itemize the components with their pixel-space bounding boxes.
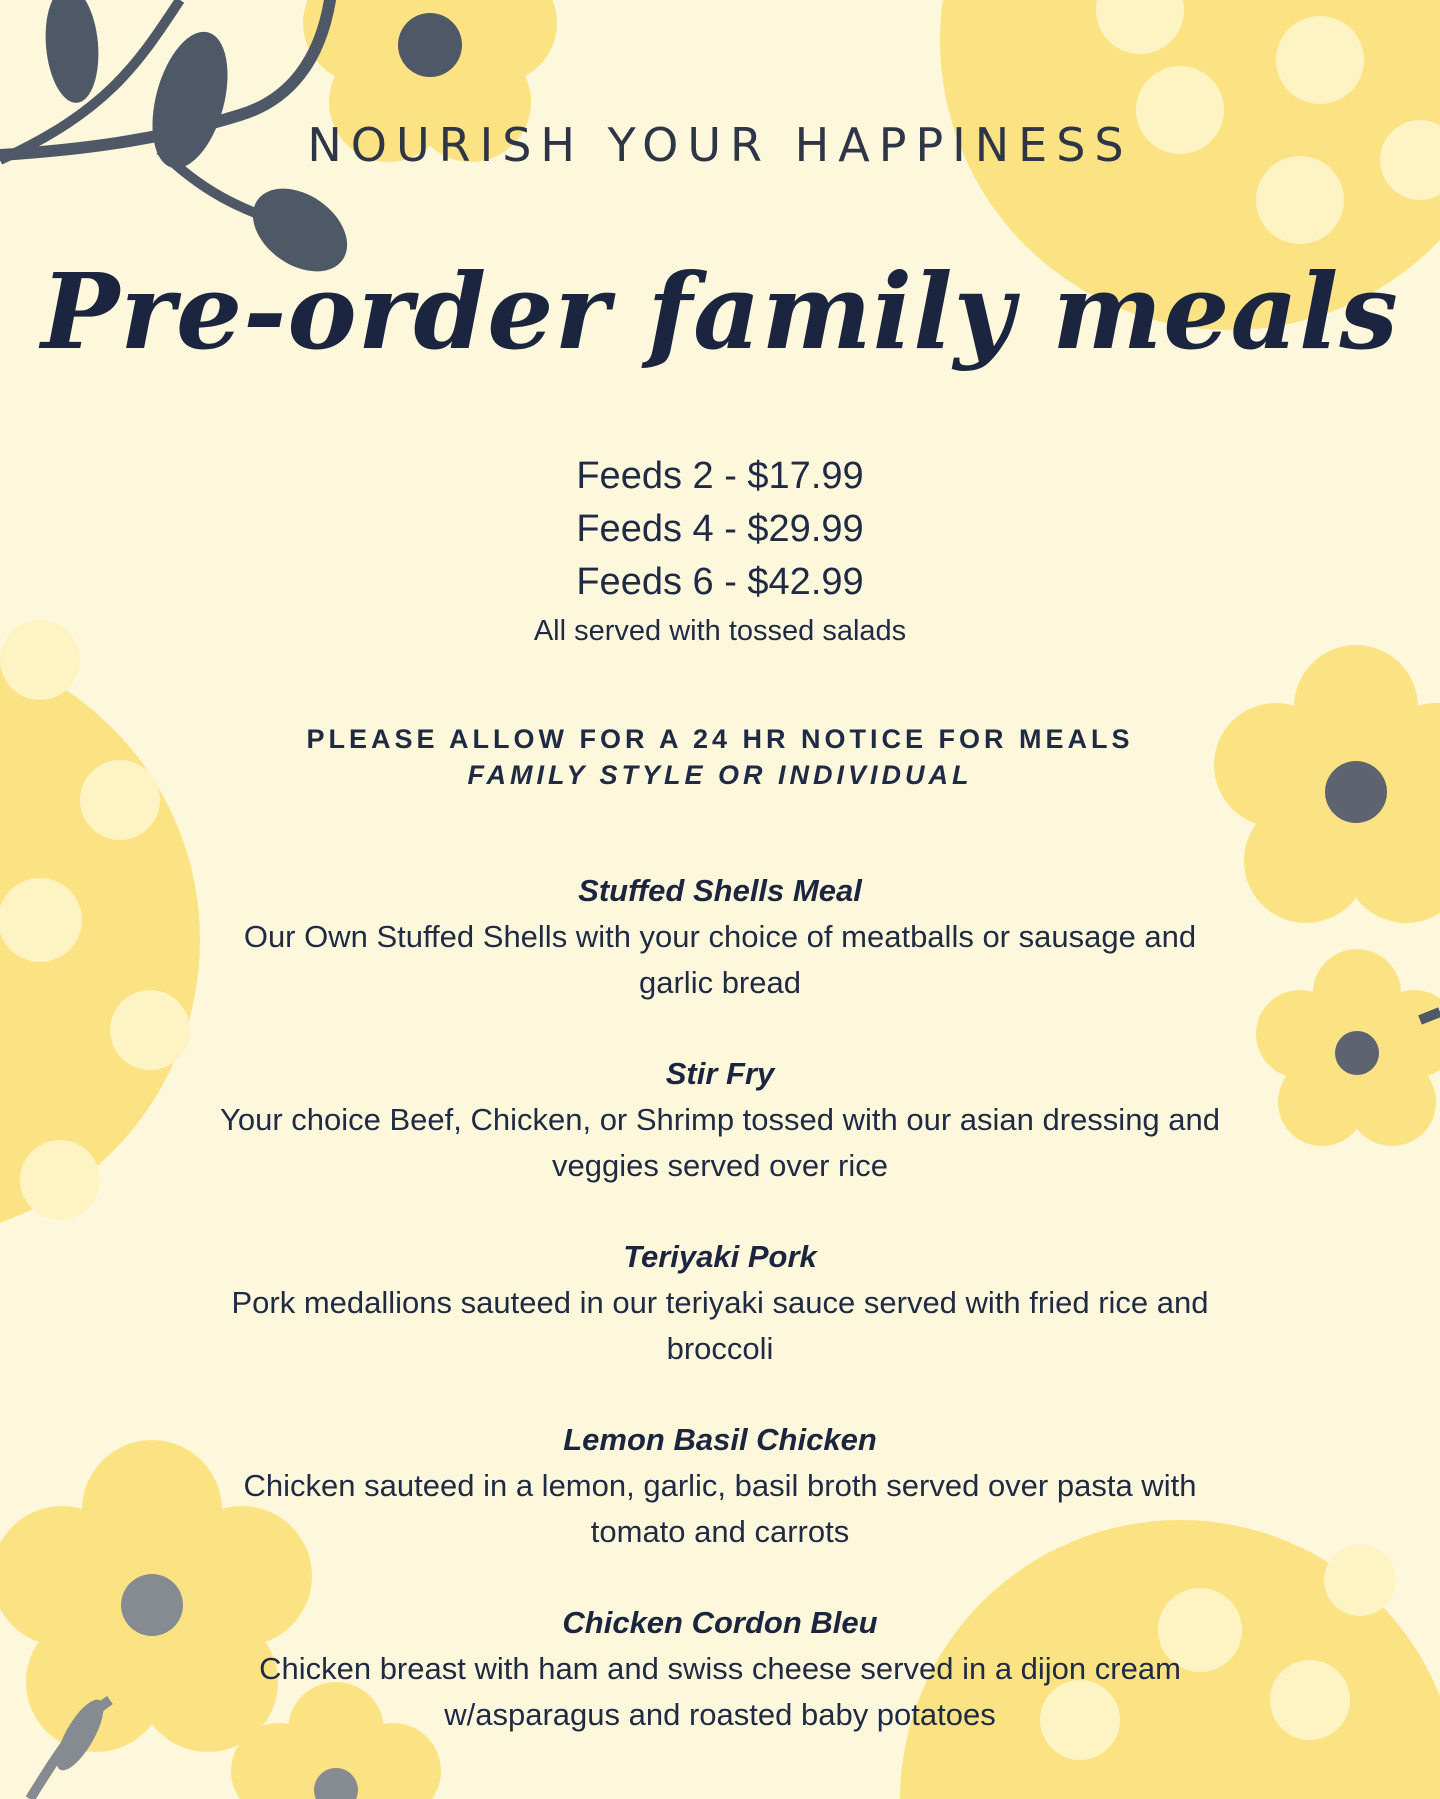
meal-name: Teriyaki Pork	[623, 1239, 817, 1274]
meal-description: Pork medallions sauteed in our teriyaki sauce served with fried rice and broccoli	[231, 1285, 1209, 1366]
meal-name: Stir Fry	[665, 1056, 775, 1091]
meal-name: Lemon Basil Chicken	[563, 1422, 877, 1457]
meal-name: Chicken Cordon Bleu	[562, 1605, 878, 1640]
page-title: Pre-order family meals	[41, 250, 1399, 373]
price-list	[0, 450, 1440, 653]
meal-description: Chicken breast with ham and swiss cheese served in a dijon cream w/asparagus and roasted baby potatoes	[259, 1651, 1181, 1732]
meal-description: Chicken sauteed in a lemon, garlic, basil broth served over pasta with tomato and carrots	[243, 1468, 1197, 1549]
notice-heading: PLEASE ALLOW FOR A 24 HR NOTICE FOR MEALS	[306, 724, 1134, 754]
meal-name: Stuffed Shells Meal	[578, 873, 862, 908]
notice-subheading: FAMILY STYLE OR INDIVIDUAL	[467, 760, 973, 790]
meal-list	[0, 868, 1440, 1783]
meal-item	[0, 1051, 1440, 1234]
meal-description: Your choice Beef, Chicken, or Shrimp tossed with our asian dressing and veggies served over rice	[220, 1102, 1221, 1183]
meal-item	[0, 1417, 1440, 1600]
meal-item	[0, 868, 1440, 1051]
price-note: All served with tossed salads	[533, 615, 907, 647]
meal-description: Our Own Stuffed Shells with your choice of meatballs or sausage and garlic bread	[243, 919, 1197, 1000]
price-feeds-4: Feeds 4 - $29.99	[576, 508, 864, 550]
meal-item	[0, 1600, 1440, 1783]
price-feeds-6: Feeds 6 - $42.99	[576, 561, 864, 603]
price-feeds-2: Feeds 2 - $17.99	[576, 455, 864, 497]
meal-item	[0, 1234, 1440, 1417]
tagline: NOURISH YOUR HAPPINESS	[307, 118, 1133, 172]
